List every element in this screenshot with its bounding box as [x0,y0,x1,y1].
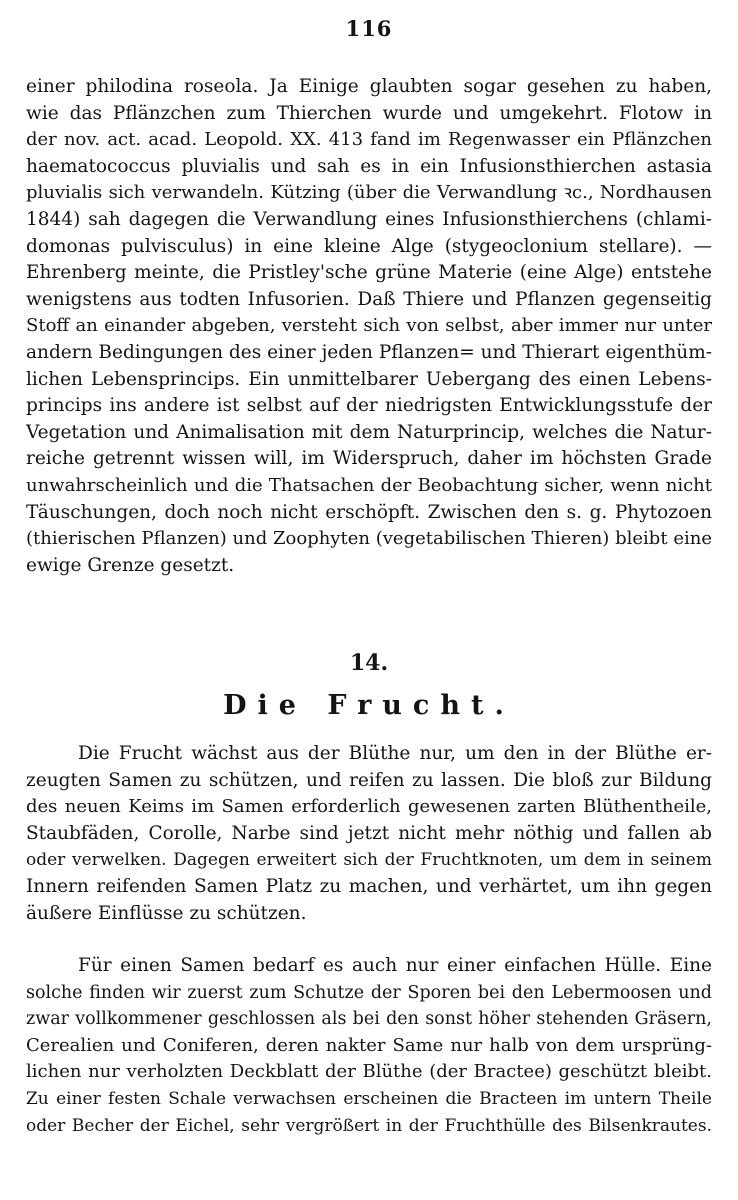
text-line: lichen nur verholzten Deckblatt der Blüthe (der Bractee) geschützt bleibt. [26,1061,712,1083]
paragraph-continued [26,74,712,579]
text-line: (thierischen Pflanzen) und Zoophyten (vegetabilischen Thieren) bleibt eine [26,528,712,550]
text-line: Staubfäden, Corolle, Narbe sind jetzt nicht mehr nöthig und fallen ab [26,822,712,844]
paragraph-fruit-husk [26,953,712,1139]
text-line: Für einen Samen bedarf es auch nur einer einfachen Hülle. Eine [78,955,712,976]
text-line: Die Frucht wächst aus der Blüthe nur, um den in der Blüthe er- [78,743,712,764]
section-number: 14. [349,650,389,676]
text-line: lichen Lebensprincips. Ein unmittelbarer Uebergang des einen Lebens- [26,368,712,390]
text-line: domonas pulvisculus) in eine kleine Alge (stygeoclonium stellare). — [26,235,712,257]
text-line: des neuen Keims im Samen erforderlich gewesenen zarten Blüthentheile, [26,796,712,818]
section-title: Die Frucht. [223,690,515,721]
text-line: reiche getrennt wissen will, im Widerspruch, daher im höchsten Grade [26,448,712,470]
text-line: haematococcus pluvialis und sah es in ein Infusionsthierchen astasia [26,155,712,177]
text-line: Täuschungen, doch noch nicht erschöpft. Zwischen den s. g. Phytozoen [26,501,712,523]
text-line: wenigstens aus todten Infusorien. Daß Thiere und Pflanzen gegenseitig [26,288,712,310]
text-line: andern Bedingungen des einer jeden Pflanzen= und Thierart eigenthüm- [26,341,712,363]
text-line: Ehrenberg meinte, die Pristley'sche grüne Materie (eine Alge) entstehe [26,262,712,284]
text-line: solche finden wir zuerst zum Schutze der Sporen bei den Lebermoosen und [26,982,712,1003]
text-line: einer philodina roseola. Ja Einige glaubten sogar gesehen zu haben, [26,76,712,97]
text-line: 1844) sah dagegen die Verwandlung eines Infusionsthierchens (chlami- [26,208,712,230]
text-line: Vegetation und Animalisation mit dem Naturprincip, welches die Natur- [26,421,712,443]
page-number: 116 [345,16,393,41]
text-line: der nov. act. acad. Leopold. XX. 413 fand im Regenwasser ein Pflänzchen [26,129,712,151]
paragraph-fruit-intro [26,741,712,927]
text-line: Cerealien und Coniferen, deren nakter Same nur halb von dem ursprüng- [26,1034,712,1056]
text-line: ewige Grenze gesetzt. [26,554,235,576]
text-line: zeugten Samen zu schützen, und reifen zu lassen. Die bloß zur Bildung [26,769,712,791]
text-line: oder verwelken. Dagegen erweitert sich der Fruchtknoten, um dem in seinem [26,850,712,871]
text-line: pluvialis sich verwandeln. Kützing (über die Verwandlung ꝛc., Nordhausen [26,182,712,204]
text-line: zwar vollkommener geschlossen als bei den sonst höher stehenden Gräsern, [26,1009,712,1030]
text-line: Zu einer festen Schale verwachsen erscheinen die Bracteen im untern Theile [26,1088,712,1109]
text-line: oder Becher der Eichel, sehr vergrößert in der Fruchthülle des Bilsenkrautes. [26,1115,712,1136]
text-line: unwahrscheinlich und die Thatsachen der Beobachtung sicher, wenn nicht [26,474,712,496]
text-line: wie das Pflänzchen zum Thierchen wurde und umgekehrt. Flotow in [26,102,712,124]
text-line: princips ins andere ist selbst auf der niedrigsten Entwicklungsstufe der [26,395,712,417]
text-line: Stoff an einander abgeben, versteht sich von selbst, aber immer nur unter [26,315,712,337]
text-line: Innern reifenden Samen Platz zu machen, und verhärtet, um ihn gegen [26,875,712,897]
text-line: äußere Einflüsse zu schützen. [26,902,307,924]
